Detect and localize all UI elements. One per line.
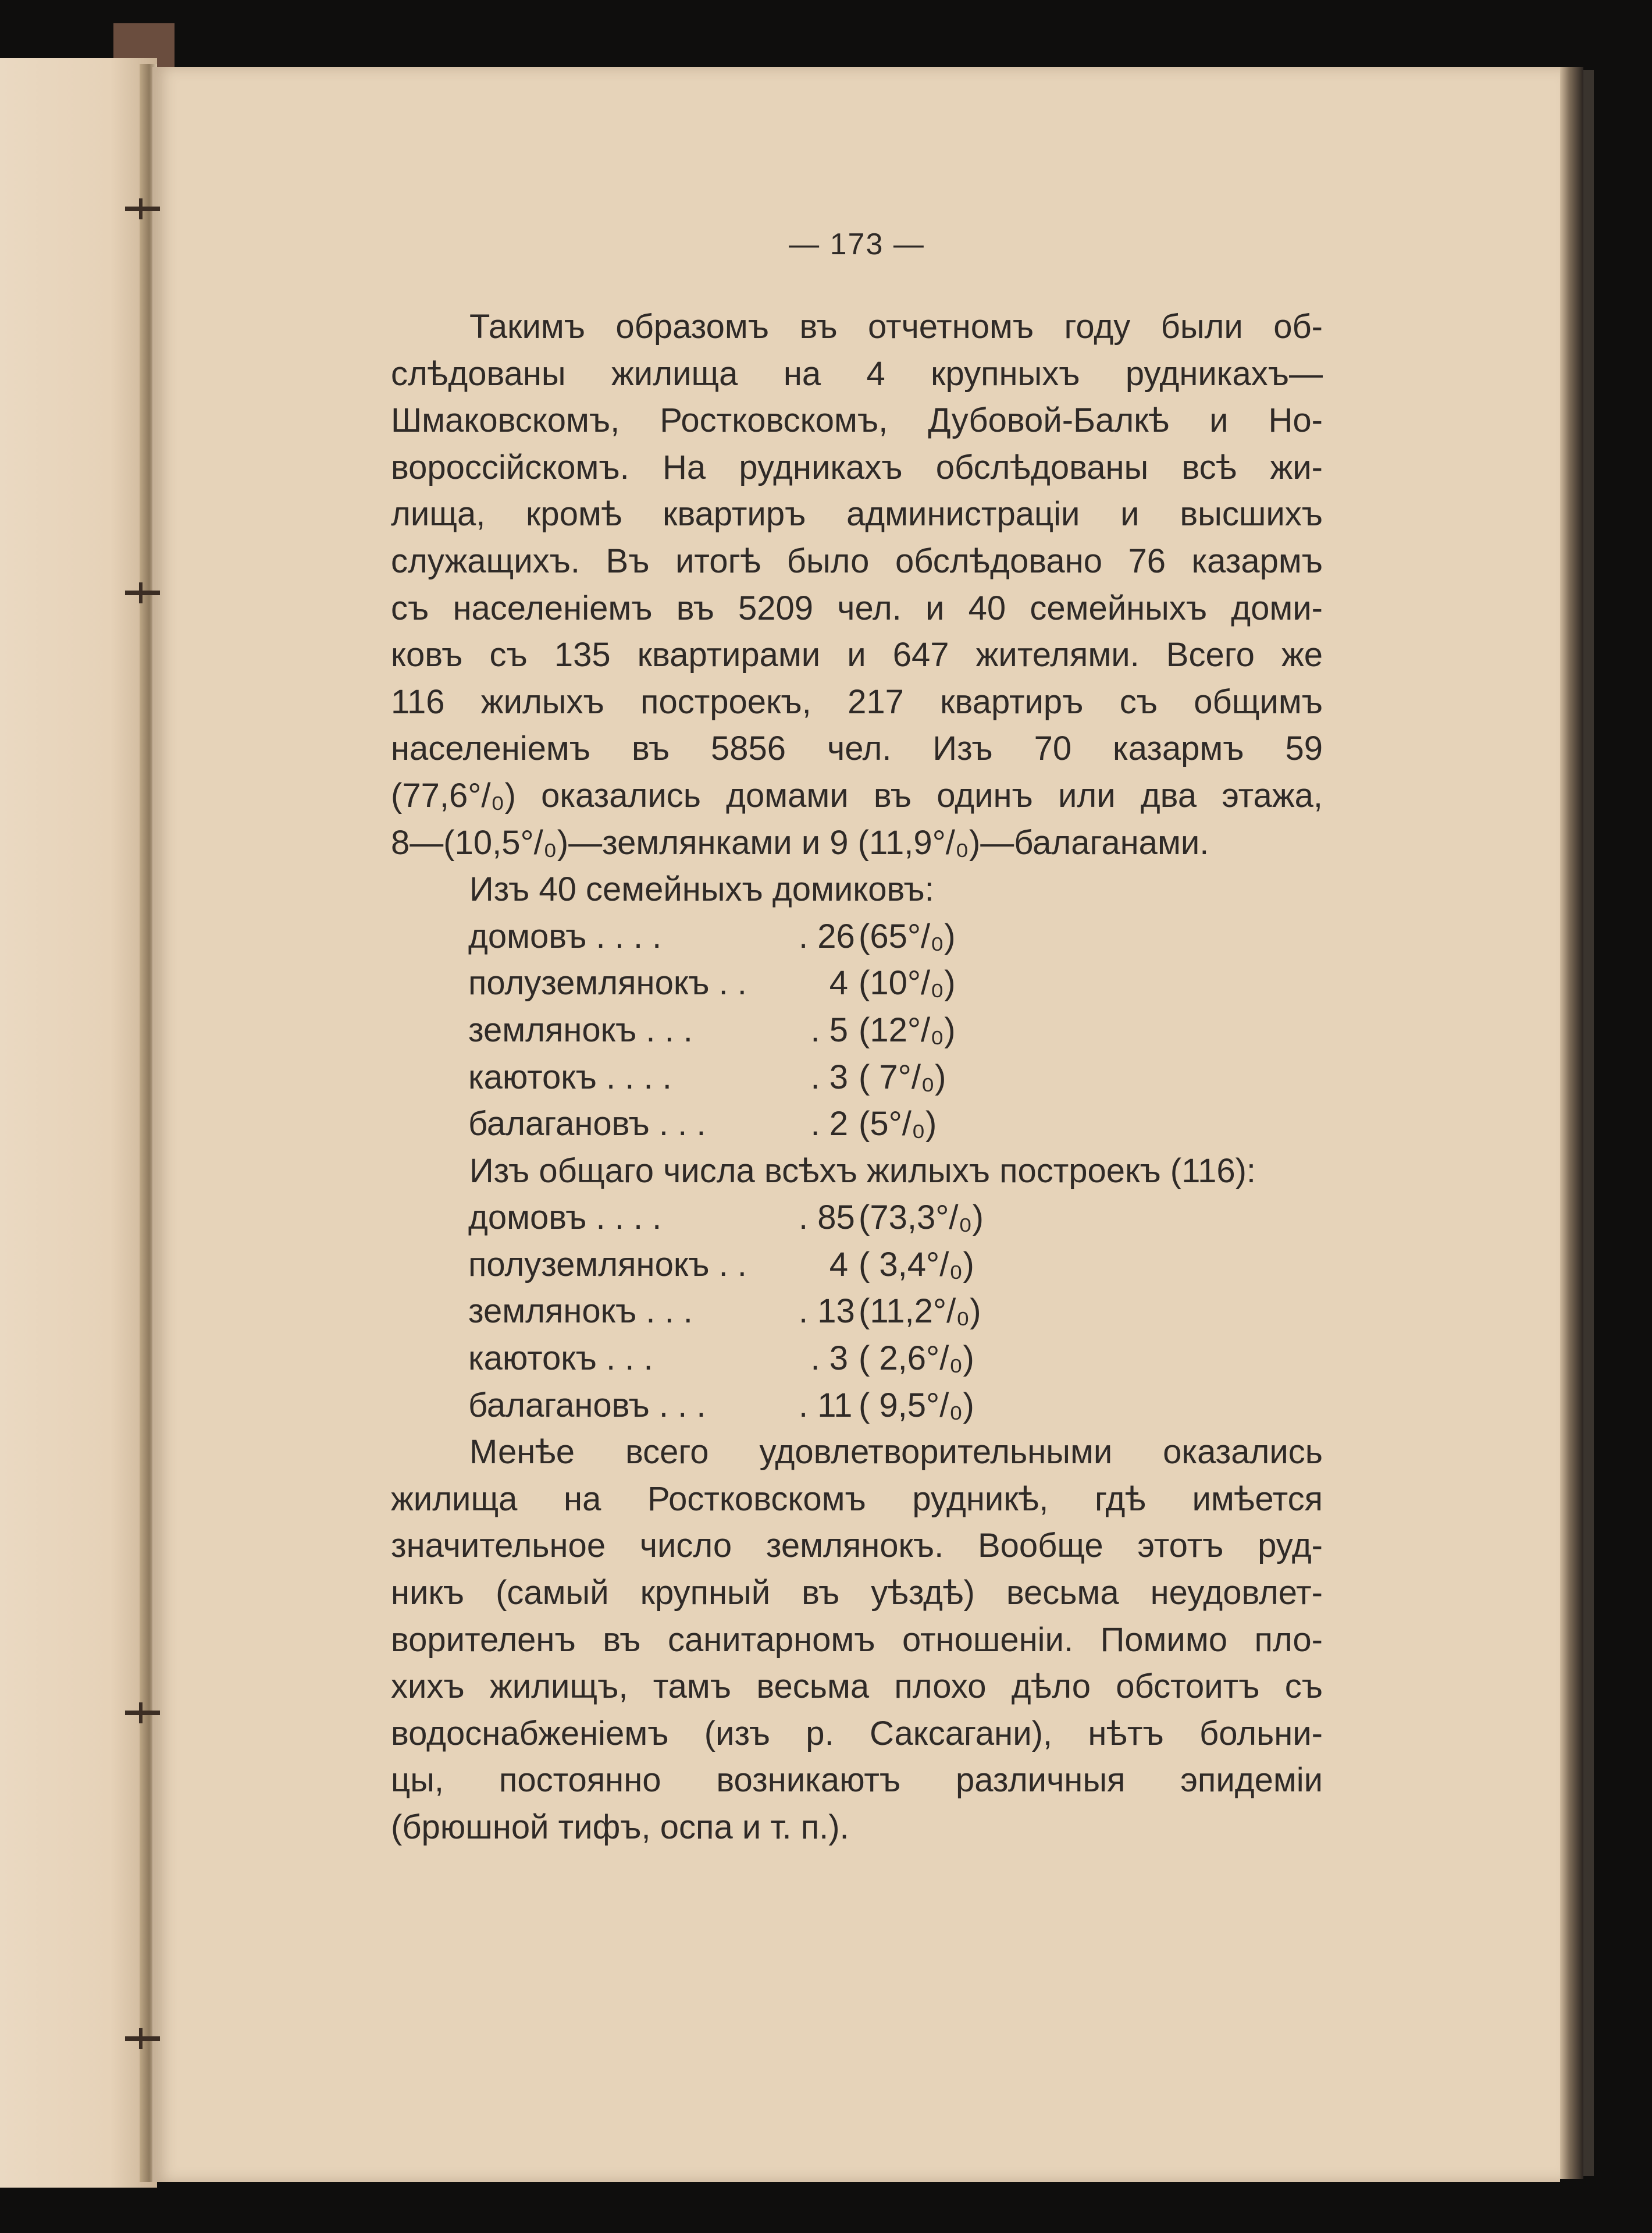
row-value: . 3 — [810, 1058, 848, 1096]
text-line: никъ (самый крупный въ уѣздѣ) весьма неудовлет- — [391, 1574, 1323, 1612]
table-row — [468, 1242, 1323, 1289]
table-row — [468, 1101, 1323, 1148]
row-percent: ( 3,4°/₀) — [859, 1245, 974, 1283]
row-label: полуземлянокъ . . — [468, 1245, 747, 1283]
text-line: населеніемъ въ 5856 чел. Изъ 70 казармъ 59 — [391, 730, 1323, 768]
text-line: цы, постоянно возникаютъ различныя эпидеміи — [391, 1761, 1323, 1800]
text-line: служащихъ. Въ итогѣ было обслѣдовано 76 казармъ — [391, 542, 1323, 580]
row-percent: (11,2°/₀) — [859, 1292, 981, 1331]
text-line: слѣдованы жилища на 4 крупныхъ рудникахъ— — [391, 354, 1323, 393]
text-line: съ населеніемъ въ 5209 чел. и 40 семейныхъ доми- — [391, 589, 1323, 627]
table-row — [468, 1054, 1323, 1101]
table-row — [468, 1382, 1323, 1430]
table-row — [468, 960, 1323, 1007]
text-line: водоснабженіемъ (изъ р. Саксагани), нѣтъ больни- — [391, 1714, 1323, 1752]
text-line: лища, кромѣ квартиръ администраціи и высшихъ — [391, 495, 1323, 534]
row-value: . 85 — [799, 1199, 855, 1237]
binding-thread-mark — [125, 591, 160, 595]
table-row — [468, 1194, 1323, 1242]
page-number: — 173 — — [789, 227, 925, 261]
row-percent: ( 2,6°/₀) — [859, 1339, 974, 1378]
text-line: (брюшной тифъ, оспа и т. п.). — [391, 1808, 849, 1846]
row-percent: (5°/₀) — [859, 1105, 937, 1143]
paragraph-2 — [391, 1429, 1323, 1851]
row-label: домовъ . . . . — [468, 1199, 662, 1237]
text-line: вороссійскомъ. На рудникахъ обслѣдованы всѣ жи- — [391, 448, 1323, 486]
table-2 — [468, 1194, 1323, 1429]
row-label: землянокъ . . . — [468, 1011, 693, 1049]
binding-thread-mark — [125, 2036, 160, 2041]
text-line: 8—(10,5°/₀)—землянками и 9 (11,9°/₀)—балаганами. — [391, 823, 1209, 862]
text-line: жилища на Ростковскомъ рудникѣ, гдѣ имѣется — [391, 1480, 1323, 1518]
table-row — [468, 1335, 1323, 1382]
text-line: Шмаковскомъ, Ростковскомъ, Дубовой-Балкѣ и Но- — [391, 401, 1323, 440]
row-percent: ( 9,5°/₀) — [859, 1386, 974, 1424]
binding-thread-mark — [125, 207, 160, 211]
text-line: 116 жилыхъ построекъ, 217 квартиръ съ общимъ — [391, 682, 1323, 721]
binding-thread-mark — [125, 1711, 160, 1715]
text-line: ворителенъ въ санитарномъ отношеніи. Помимо пло- — [391, 1620, 1323, 1659]
row-label: полуземлянокъ . . — [468, 964, 747, 1002]
table-1-intro: Изъ 40 семейныхъ домиковъ: — [469, 870, 934, 909]
page-text — [391, 221, 1323, 1851]
text-line: хихъ жилищъ, тамъ весьма плохо дѣло обстоитъ съ — [391, 1667, 1323, 1706]
row-label: балагановъ . . . — [468, 1386, 706, 1424]
row-value: 4 — [829, 1245, 848, 1283]
row-label: домовъ . . . . — [468, 917, 662, 955]
row-percent: (10°/₀) — [859, 964, 956, 1002]
row-value: . 2 — [810, 1105, 848, 1143]
row-value: . 26 — [799, 917, 855, 955]
text-line: Такимъ образомъ въ отчетномъ году были об- — [469, 308, 1323, 346]
left-page-edge — [0, 58, 157, 2188]
row-value: 4 — [829, 964, 848, 1002]
table-1 — [468, 913, 1323, 1148]
table-row — [468, 913, 1323, 961]
text-line: Менѣе всего удовлетворительными оказались — [469, 1433, 1323, 1471]
row-percent: ( 7°/₀) — [859, 1058, 946, 1096]
table-2-intro: Изъ общаго числа всѣхъ жилыхъ построекъ (116): — [469, 1151, 1256, 1190]
row-percent: (73,3°/₀) — [859, 1199, 984, 1237]
row-value: . 11 — [799, 1386, 853, 1424]
table-row — [468, 1288, 1323, 1335]
book-cover-board — [1583, 70, 1594, 2176]
text-line: значительное число землянокъ. Вообще этотъ руд- — [391, 1527, 1323, 1565]
row-percent: (12°/₀) — [859, 1011, 956, 1049]
row-label: каютокъ . . . . — [468, 1058, 672, 1096]
row-value: . 13 — [799, 1292, 855, 1331]
table-row — [468, 1007, 1323, 1054]
row-value: . 3 — [810, 1339, 848, 1378]
paragraph-1 — [391, 304, 1323, 866]
row-label: землянокъ . . . — [468, 1292, 693, 1331]
row-label: балагановъ . . . — [468, 1105, 706, 1143]
row-label: каютокъ . . . — [468, 1339, 653, 1378]
row-value: . 5 — [810, 1011, 848, 1049]
right-page-edges — [1560, 67, 1583, 2179]
text-line: ковъ съ 135 квартирами и 647 жителями. Всего же — [391, 636, 1323, 674]
text-line: (77,6°/₀) оказались домами въ одинъ или два этажа, — [391, 776, 1323, 815]
row-percent: (65°/₀) — [859, 917, 956, 955]
